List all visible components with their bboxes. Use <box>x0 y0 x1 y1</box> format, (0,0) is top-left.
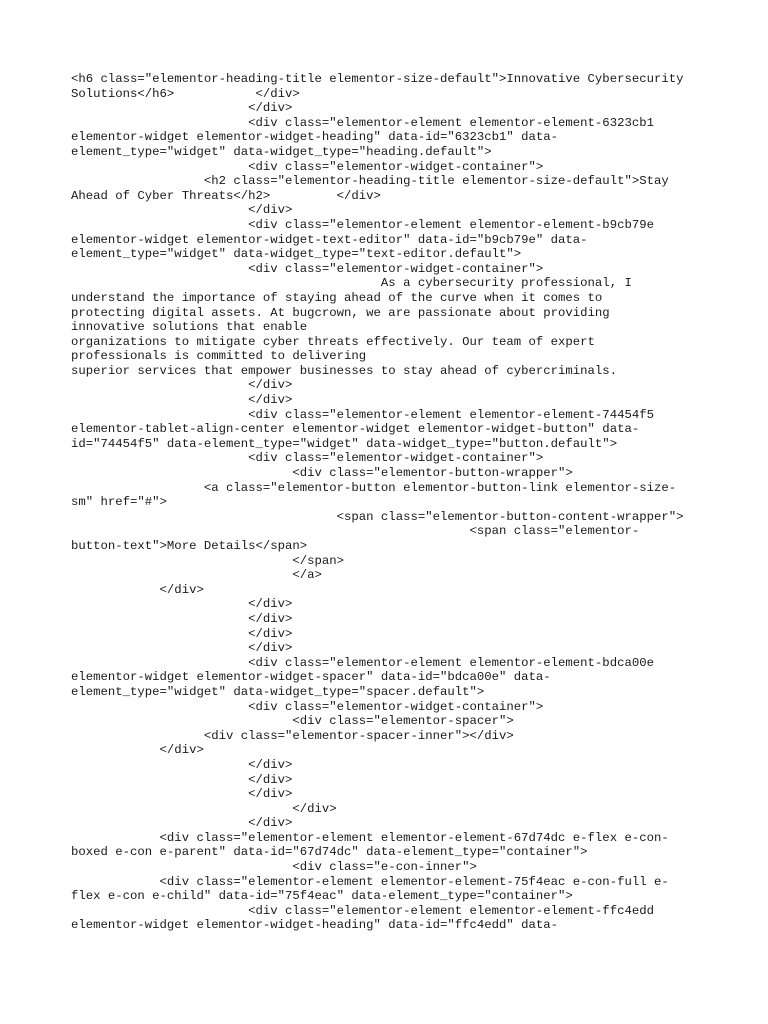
code-line: <div class="elementor-element elementor-element-67d74dc e-flex e-con- <box>71 830 669 845</box>
code-line: <div class="elementor-spacer"> <box>71 714 514 729</box>
code-line: </div> <box>71 641 293 656</box>
code-line: elementor-widget elementor-widget-spacer" data-id="bdca00e" data- <box>71 670 551 685</box>
code-line: <span class="elementor- <box>71 524 640 539</box>
code-line: </div> <box>71 378 293 393</box>
code-line: element_type="widget" data-widget_type="spacer.default"> <box>71 684 485 699</box>
code-line: flex e-con e-child" data-id="75f4eac" data-element_type="container"> <box>71 889 573 904</box>
code-line: protecting digital assets. At bugcrown, we are passionate about providing <box>71 305 610 320</box>
code-line: </div> <box>71 611 293 626</box>
code-line: <div class="elementor-element elementor-element-6323cb1 <box>71 115 654 130</box>
code-line: </div> <box>71 787 293 802</box>
code-line: superior services that empower businesses to stay ahead of cybercriminals. <box>71 363 618 378</box>
code-line: </div> <box>71 203 293 218</box>
code-line: </div> <box>71 582 204 597</box>
code-line: </div> <box>71 101 293 116</box>
code-line: <div class="elementor-widget-container"> <box>71 699 544 714</box>
code-line: </div> <box>71 816 293 831</box>
code-line: element_type="widget" data-widget_type="heading.default"> <box>71 144 492 159</box>
code-line: professionals is committed to delivering <box>71 349 367 364</box>
code-line: understand the importance of staying ahead of the curve when it comes to <box>71 290 603 305</box>
code-line: <div class="elementor-element elementor-element-ffc4edd <box>71 903 654 918</box>
code-line: As a cybersecurity professional, I <box>71 276 632 291</box>
code-line: <a class="elementor-button elementor-button-link elementor-size- <box>71 480 677 495</box>
code-line: <div class="elementor-widget-container"> <box>71 261 544 276</box>
code-line: </div> <box>71 626 293 641</box>
code-line: <div class="elementor-element elementor-element-74454f5 <box>71 407 654 422</box>
code-line: <span class="elementor-button-content-wrapper"> <box>71 509 684 524</box>
code-line: elementor-tablet-align-center elementor-widget elementor-widget-button" data- <box>71 422 640 437</box>
code-line: elementor-widget elementor-widget-text-editor" data-id="b9cb79e" data- <box>71 232 588 247</box>
code-line: </div> <box>71 393 293 408</box>
code-line: </a> <box>71 568 322 583</box>
code-line: boxed e-con e-parent" data-id="67d74dc" data-element_type="container"> <box>71 845 588 860</box>
code-line: elementor-widget elementor-widget-heading" data-id="ffc4edd" data- <box>71 918 559 933</box>
code-line: </div> <box>71 597 293 612</box>
code-line: Ahead of Cyber Threats</h2> </div> <box>71 188 381 203</box>
code-line: </div> <box>71 801 337 816</box>
code-line: Solutions</h6> </div> <box>71 86 300 101</box>
code-line: <div class="elementor-button-wrapper"> <box>71 466 573 481</box>
code-line: </span> <box>71 553 345 568</box>
code-line: sm" href="#"> <box>71 495 167 510</box>
code-line: element_type="widget" data-widget_type="text-editor.default"> <box>71 247 522 262</box>
code-line: <div class="elementor-element elementor-element-bdca00e <box>71 655 654 670</box>
code-line: innovative solutions that enable <box>71 320 308 335</box>
code-line: <div class="elementor-spacer-inner"></div> <box>71 728 514 743</box>
code-line: <div class="elementor-widget-container"> <box>71 159 544 174</box>
code-line: <div class="elementor-widget-container"> <box>71 451 544 466</box>
source-code-text <box>71 72 751 933</box>
code-line: <div class="elementor-element elementor-element-75f4eac e-con-full e- <box>71 874 669 889</box>
code-line: <div class="elementor-element elementor-element-b9cb79e <box>71 217 654 232</box>
code-line: id="74454f5" data-element_type="widget" data-widget_type="button.default"> <box>71 436 618 451</box>
code-line: </div> <box>71 757 293 772</box>
code-line: </div> <box>71 743 204 758</box>
code-line: organizations to mitigate cyber threats effectively. Our team of expert <box>71 334 595 349</box>
code-line: <h6 class="elementor-heading-title elementor-size-default">Innovative Cybersecurity <box>71 72 684 86</box>
code-line: elementor-widget elementor-widget-heading" data-id="6323cb1" data- <box>71 130 559 145</box>
code-line: <h2 class="elementor-heading-title elementor-size-default">Stay <box>71 174 669 189</box>
code-line: </div> <box>71 772 293 787</box>
code-line: <div class="e-con-inner"> <box>71 860 477 875</box>
code-line: button-text">More Details</span> <box>71 539 308 553</box>
